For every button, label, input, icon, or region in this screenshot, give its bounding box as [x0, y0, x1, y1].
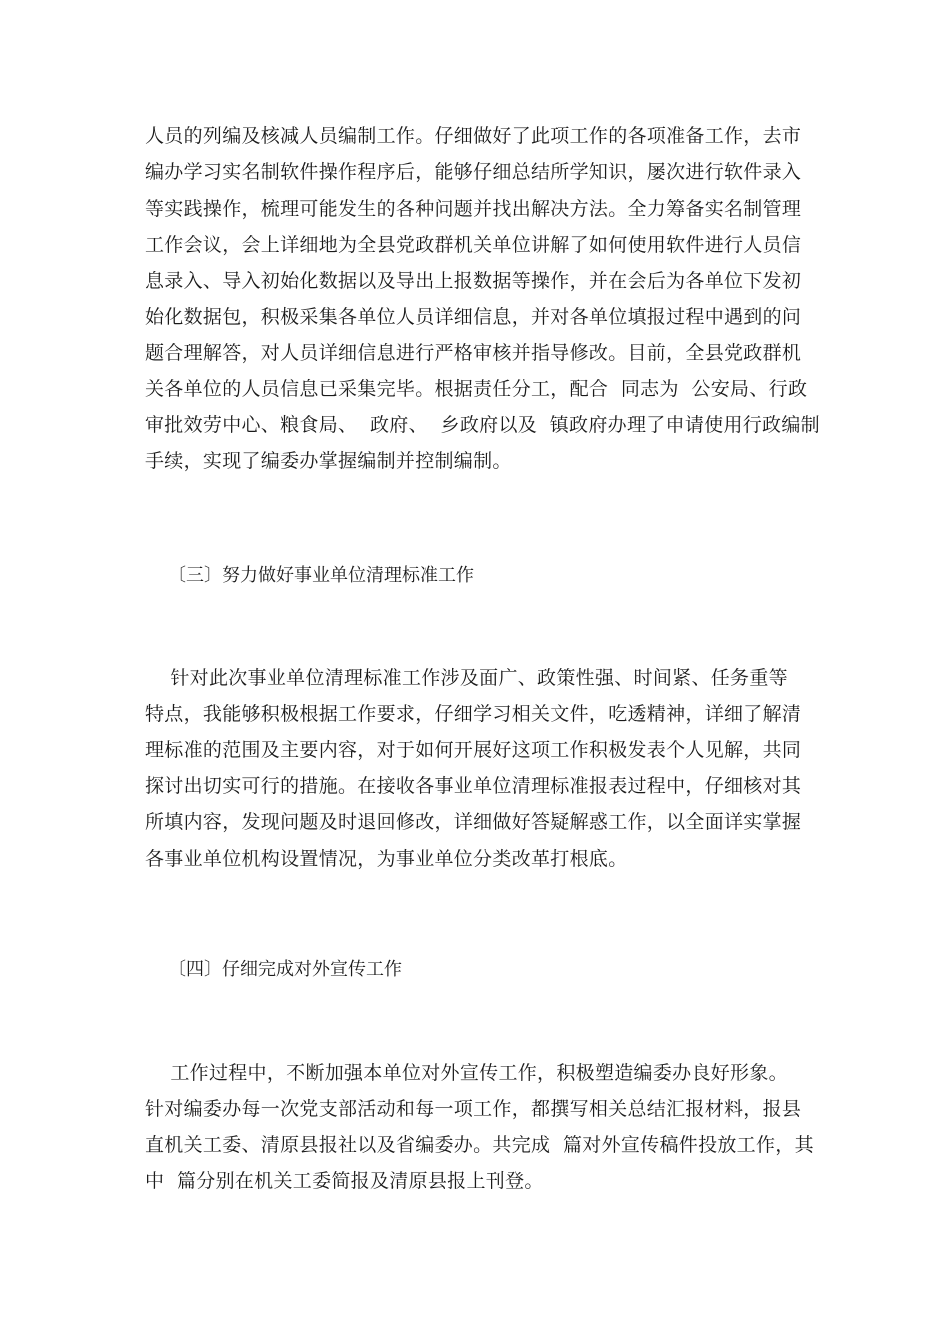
- paragraph-2-line-1: 针对此次事业单位清理标准工作涉及面广、政策性强、时间紧、任务重等: [145, 667, 788, 689]
- paragraph-1-line-10: 手续，实现了编委办掌握编制并控制编制。: [145, 450, 512, 472]
- paragraph-1-line-1: 人员的列编及核减人员编制工作。仔细做好了此项工作的各项准备工作，去市: [145, 125, 802, 147]
- paragraph-1-line-2: 编办学习实名制软件操作程序后，能够仔细总结所学知识，屡次进行软件录入: [145, 161, 802, 183]
- paragraph-2-line-5: 所填内容，发现问题及时退回修改，详细做好答疑解惑工作，以全面详实掌握: [145, 811, 802, 833]
- paragraph-1-line-8: 关各单位的人员信息已采集完毕。根据责任分工，配合 同志为 公安局、行政: [145, 378, 808, 400]
- paragraph-2-line-4: 探讨出切实可行的措施。在接收各事业单位清理标准报表过程中，仔细核对其: [145, 775, 802, 797]
- paragraph-2-line-3: 理标准的范围及主要内容，对于如何开展好这项工作积极发表个人见解，共同: [145, 739, 802, 761]
- paragraph-1-line-9: 审批效劳中心、粮食局、 政府、 乡政府以及 镇政府办理了申请使用行政编制: [145, 414, 820, 436]
- paragraph-2-line-6: 各事业单位机构设置情况，为事业单位分类改革打根底。: [145, 848, 628, 870]
- paragraph-3-line-4: 中 篇分别在机关工委简报及清原县报上刊登。: [145, 1170, 544, 1192]
- paragraph-1-line-3: 等实践操作，梳理可能发生的各种问题并找出解决方法。全力筹备实名制管理: [145, 198, 802, 220]
- paragraph-2-line-2: 特点，我能够积极根据工作要求，仔细学习相关文件，吃透精神，详细了解清: [145, 703, 802, 725]
- paragraph-3-line-1: 工作过程中，不断加强本单位对外宣传工作，积极塑造编委办良好形象。: [145, 1062, 788, 1084]
- paragraph-3-line-3: 直机关工委、清原县报社以及省编委办。共完成 篇对外宣传稿件投放工作，其: [145, 1134, 814, 1156]
- paragraph-1-line-4: 工作会议，会上详细地为全县党政群机关单位讲解了如何使用软件进行人员信: [145, 234, 802, 256]
- paragraph-1-line-6: 始化数据包，积极采集各单位人员详细信息，并对各单位填报过程中遇到的问: [145, 306, 802, 328]
- section-heading-4: 〔四〕仔细完成对外宣传工作: [168, 959, 402, 980]
- paragraph-1-line-5: 息录入、导入初始化数据以及导出上报数据等操作，并在会后为各单位下发初: [145, 270, 802, 292]
- section-heading-3: 〔三〕努力做好事业单位清理标准工作: [168, 565, 474, 586]
- paragraph-1-line-7: 题合理解答，对人员详细信息进行严格审核并指导修改。目前，全县党政群机: [145, 342, 802, 364]
- paragraph-3-line-2: 针对编委办每一次党支部活动和每一项工作，都撰写相关总结汇报材料，报县: [145, 1098, 802, 1120]
